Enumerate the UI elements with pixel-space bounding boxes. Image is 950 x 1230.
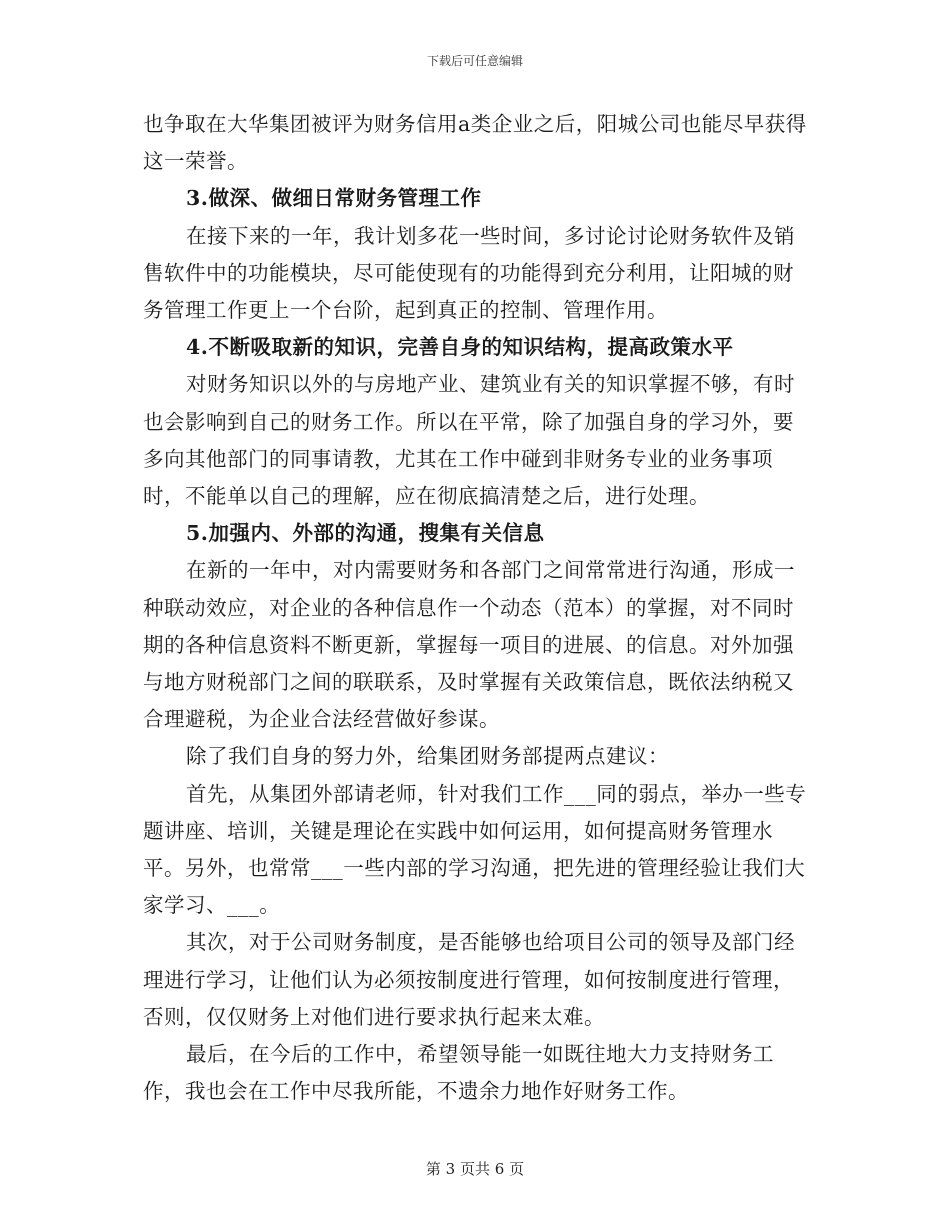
paragraph: 在新的一年中，对内需要财务和各部门之间常常进行沟通，形成一种联动效应，对企业的各种信息作一个动态（范本）的掌握，对不同时期的各种信息资料不断更新，掌握每一项目的进展、的信息。对外加强与地方财税部门之间的联联系，及时掌握有关政策信息，既依法纳税又合理避税，为企业合法经营做好参谋。 [143,558,796,732]
section-heading-4: 4.不断吸取新的知识，完善自身的知识结构，提高政策水平 [186,335,734,360]
page-header: 下载后可任意编辑 [426,54,523,68]
section-heading-5: 5.加强内、外部的沟通，搜集有关信息 [186,521,545,546]
page-number: 第 3 页共 6 页 [425,1160,525,1178]
paragraph: 其次，对于公司财务制度，是否能够也给项目公司的领导及部门经理进行学习，让他们认为必须按制度进行管理，如何按制度进行管理，否则，仅仅财务上对他们进行要求执行起来太难。 [143,930,796,1029]
paragraph-continuation: 也争取在大华集团被评为财务信用a类企业之后，阳城公司也能尽早获得这一荣誉。 [143,112,807,174]
paragraph: 首先，从集团外部请老师，针对我们工作___同的弱点，举办一些专题讲座、培训，关键是理论在实践中如何运用，如何提高财务管理水平。另外，也常常___一些内部的学习沟通，把先进的管理经验让我们大家学习、___。 [143,781,807,918]
paragraph: 在接下来的一年，我计划多花一些时间，多讨论讨论财务软件及销售软件中的功能模块，尽可能使现有的功能得到充分利用，让阳城的财务管理工作更上一个台阶，起到真正的控制、管理作用。 [143,223,796,323]
section-heading-3: 3.做深、做细日常财务管理工作 [186,186,482,211]
paragraph: 最后，在今后的工作中，希望领导能一如既往地大力支持财务工作，我也会在工作中尽我所能，不遗余力地作好财务工作。 [143,1042,775,1104]
paragraph: 除了我们自身的努力外，给集团财务部提两点建议： [186,744,670,769]
paragraph: 对财务知识以外的与房地产业、建筑业有关的知识掌握不够，有时也会影响到自己的财务工作。所以在平常，除了加强自身的学习外，要多向其他部门的同事请教，尤其在工作中碰到非财务专业的业务事项时，不能单以自己的理解，应在彻底搞清楚之后，进行处理。 [143,372,796,509]
document-body [143,106,807,1110]
